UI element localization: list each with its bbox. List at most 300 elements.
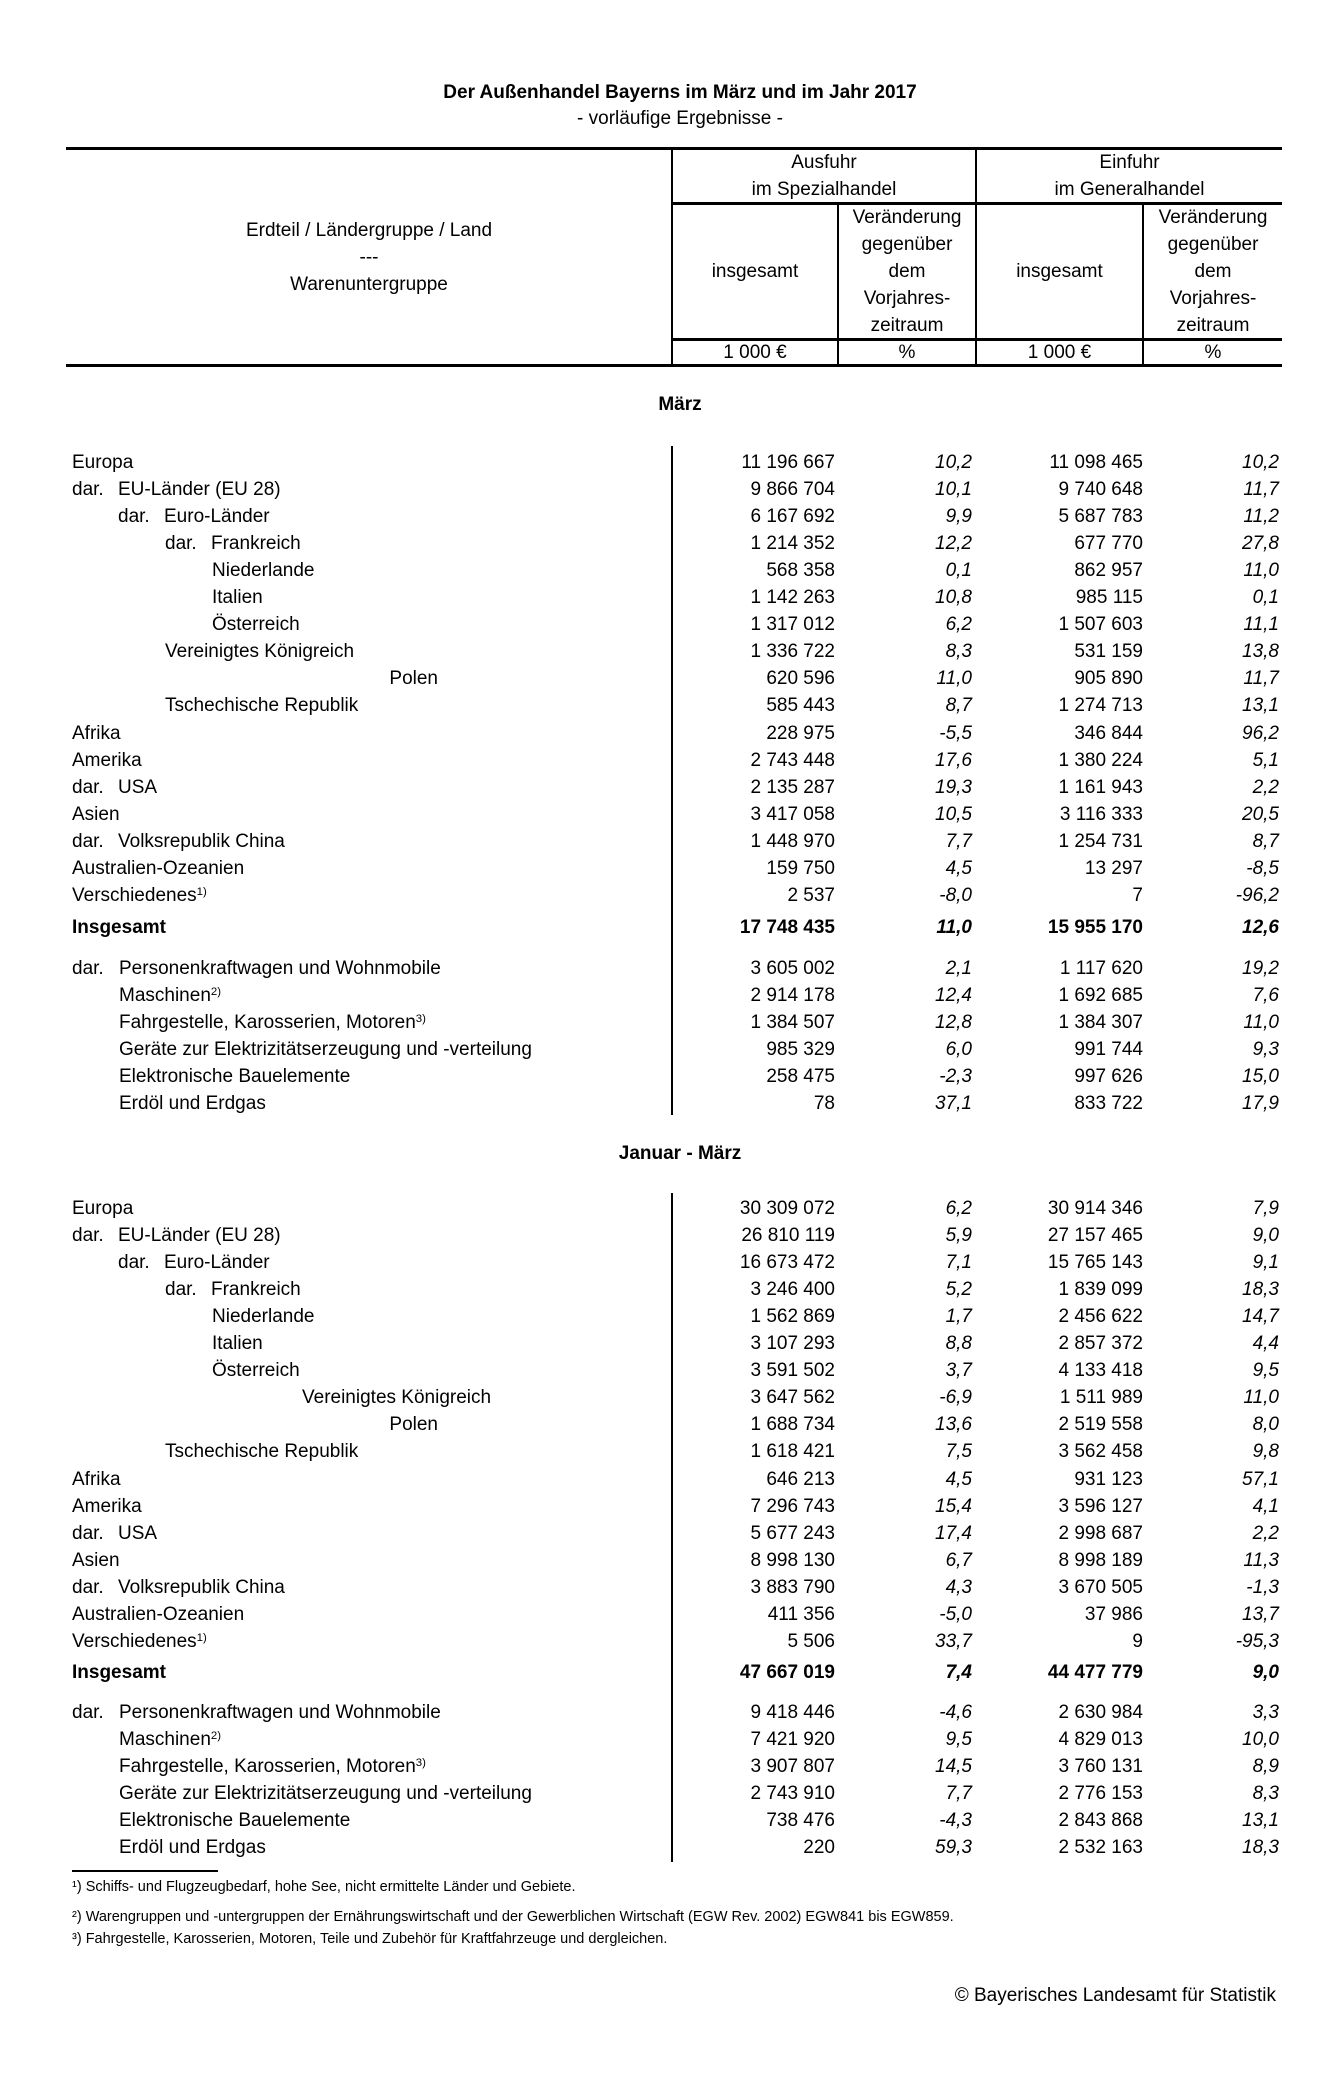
export-change: 9,5 xyxy=(945,1728,972,1750)
row-label-text: Erdöl und Erdgas xyxy=(119,1093,266,1114)
table-row xyxy=(0,449,1338,476)
import-value: 1 692 685 xyxy=(1058,984,1143,1006)
export-value: 159 750 xyxy=(766,858,835,879)
document-title: Der Außenhandel Bayerns im März und im Jahr 2017 xyxy=(443,82,917,103)
import-value: 997 626 xyxy=(1074,1065,1143,1087)
row-label xyxy=(389,1411,438,1438)
header-bottom-border xyxy=(66,364,1282,367)
export-value: 3 591 502 xyxy=(750,1360,835,1382)
import-change: 11,7 xyxy=(1243,668,1279,690)
export-value: 646 213 xyxy=(766,1468,835,1490)
table-row xyxy=(0,1493,1338,1520)
import-change: 18,3 xyxy=(1242,1837,1279,1858)
export-value: 9 866 704 xyxy=(750,478,835,500)
export-value: 47 667 019 xyxy=(739,1661,835,1683)
import-value: 2 532 163 xyxy=(1058,1837,1143,1858)
export-change: -2,3 xyxy=(939,1065,972,1087)
row-label xyxy=(72,1195,133,1222)
row-label-text: Österreich xyxy=(212,614,300,636)
row-label-text: Geräte zur Elektrizitätserzeugung und -verteilung xyxy=(119,1038,532,1060)
row-label xyxy=(212,1330,263,1357)
import-value: 3 596 127 xyxy=(1058,1495,1143,1517)
header-row-label-line1: Erdteil / Ländergruppe / Land xyxy=(245,219,493,241)
table-row xyxy=(0,1466,1338,1493)
export-value: 3 417 058 xyxy=(750,803,835,825)
export-change: 10,2 xyxy=(935,451,972,473)
export-change: 17,6 xyxy=(935,749,972,771)
row-label-text: Volksrepublik China xyxy=(118,830,285,852)
import-value: 1 839 099 xyxy=(1058,1278,1143,1300)
export-change: 12,2 xyxy=(935,532,972,554)
footnote-ref: 2) xyxy=(210,985,222,998)
export-value: 3 605 002 xyxy=(750,957,835,979)
export-value: 3 107 293 xyxy=(750,1333,835,1354)
export-change: 19,3 xyxy=(935,776,972,798)
import-change: 15,0 xyxy=(1242,1065,1279,1087)
unit-export-percent: % xyxy=(898,341,916,363)
row-prefix: dar. xyxy=(72,957,104,979)
import-value: 1 507 603 xyxy=(1058,614,1143,636)
footnote-2 xyxy=(72,1909,954,1925)
export-value: 5 677 243 xyxy=(750,1522,835,1544)
row-label-text: Polen xyxy=(389,668,438,690)
import-change: 10,2 xyxy=(1242,451,1279,473)
export-value: 16 673 472 xyxy=(739,1251,835,1273)
export-value: 3 647 562 xyxy=(750,1387,835,1409)
export-change: 4,5 xyxy=(945,1468,972,1490)
footnote-ref: 3) xyxy=(415,1756,426,1769)
goods-row xyxy=(0,1780,1338,1807)
row-label xyxy=(72,1466,121,1493)
export-change: 7,1 xyxy=(945,1251,972,1273)
export-value: 11 196 667 xyxy=(741,451,835,473)
export-change: 7,5 xyxy=(945,1441,972,1463)
export-value: 220 xyxy=(803,1837,835,1858)
export-value: 2 914 178 xyxy=(750,984,835,1006)
row-prefix: dar. xyxy=(72,1522,104,1544)
row-label-text: Tschechische Republik xyxy=(165,1441,359,1463)
table-row xyxy=(0,1330,1338,1357)
export-value: 9 418 446 xyxy=(750,1701,835,1723)
import-value: 3 760 131 xyxy=(1058,1755,1143,1777)
export-value: 1 384 507 xyxy=(750,1011,835,1033)
table-row xyxy=(0,855,1338,882)
import-value: 2 843 868 xyxy=(1058,1809,1143,1831)
export-value: 1 448 970 xyxy=(750,830,835,852)
import-change: -8,5 xyxy=(1246,858,1279,879)
export-change: 2,1 xyxy=(945,957,972,979)
footnote-ref: 2) xyxy=(210,1729,222,1742)
footnote-mark: ³) xyxy=(72,1931,82,1947)
export-change: 4,3 xyxy=(945,1576,972,1598)
row-label-text: Personenkraftwagen und Wohnmobile xyxy=(119,1701,441,1723)
table-row xyxy=(0,476,1338,503)
export-change: 6,7 xyxy=(945,1549,972,1571)
row-label xyxy=(165,1438,358,1465)
export-change: 11,0 xyxy=(936,916,972,938)
import-change: 2,2 xyxy=(1252,776,1279,798)
unit-import-value: 1 000 € xyxy=(1027,341,1092,363)
goods-row xyxy=(0,982,1338,1009)
export-change: 10,8 xyxy=(935,587,972,608)
import-value: 677 770 xyxy=(1074,532,1143,554)
goods-row xyxy=(0,1036,1338,1063)
table-row xyxy=(0,1357,1338,1384)
import-value: 9 xyxy=(1132,1631,1143,1653)
row-label-text: Vereinigtes Königreich xyxy=(165,641,355,663)
import-value: 1 274 713 xyxy=(1058,695,1143,717)
total-label: Insgesamt xyxy=(72,916,166,938)
row-label xyxy=(164,503,270,530)
table-row xyxy=(0,1438,1338,1465)
import-change: 9,8 xyxy=(1252,1441,1279,1463)
row-label xyxy=(119,1090,266,1117)
import-value: 7 xyxy=(1132,885,1143,907)
row-label-text: Elektronische Bauelemente xyxy=(119,1809,351,1831)
export-value: 411 356 xyxy=(767,1604,835,1625)
row-label xyxy=(212,1303,314,1330)
row-label-text: Tschechische Republik xyxy=(165,695,359,717)
row-label-text: USA xyxy=(118,776,158,798)
import-change: 0,1 xyxy=(1252,587,1279,608)
row-label-text: Österreich xyxy=(212,1360,300,1382)
row-label xyxy=(164,1249,270,1276)
section-heading: Januar - März xyxy=(618,1143,742,1164)
row-label-text: Italien xyxy=(212,1333,263,1354)
footnote-rule xyxy=(72,1870,218,1872)
import-change: 11,1 xyxy=(1243,614,1279,636)
row-prefix: dar. xyxy=(165,532,197,554)
document-subtitle: - vorläufige Ergebnisse - xyxy=(577,108,783,129)
import-value: 5 687 783 xyxy=(1058,505,1143,527)
import-value: 2 857 372 xyxy=(1058,1333,1143,1354)
export-value: 1 336 722 xyxy=(750,641,835,663)
row-prefix: dar. xyxy=(118,505,150,527)
header-change-line: dem xyxy=(1194,261,1232,282)
import-change: 9,0 xyxy=(1252,1661,1279,1683)
export-change: 7,7 xyxy=(945,830,972,852)
row-label xyxy=(211,1276,301,1303)
table-row xyxy=(0,584,1338,611)
export-change: 33,7 xyxy=(935,1631,972,1653)
export-change: 12,4 xyxy=(935,984,972,1006)
header-change-line: zeitraum xyxy=(1176,315,1250,336)
row-label-text: Geräte zur Elektrizitätserzeugung und -verteilung xyxy=(119,1782,532,1804)
header-export-line1: Ausfuhr xyxy=(791,152,857,173)
table-row xyxy=(0,611,1338,638)
import-value: 13 297 xyxy=(1084,858,1143,879)
footnote-text: Warengruppen und -untergruppen der Ernährungswirtschaft und der Gewerblichen Wirtschaft (EGW Rev. 2002) EGW841 bis EGW859. xyxy=(81,1909,954,1925)
export-change: -4,6 xyxy=(939,1701,972,1723)
row-label-text: Amerika xyxy=(72,1495,142,1517)
export-change: -5,5 xyxy=(939,722,972,744)
table-row xyxy=(0,557,1338,584)
total-row xyxy=(0,1659,1338,1686)
header-import-line1: Einfuhr xyxy=(1099,152,1160,173)
import-value: 15 765 143 xyxy=(1047,1251,1143,1273)
export-change: 8,3 xyxy=(945,641,972,663)
import-value: 2 998 687 xyxy=(1058,1522,1143,1544)
header-row-label xyxy=(66,150,672,364)
header-change-line: zeitraum xyxy=(870,315,944,336)
table-row xyxy=(0,828,1338,855)
row-label-text: Euro-Länder xyxy=(164,505,270,527)
row-label-text: Australien-Ozeanien xyxy=(72,1604,245,1625)
table-row xyxy=(0,1249,1338,1276)
import-value: 833 722 xyxy=(1074,1093,1143,1114)
table-row xyxy=(0,774,1338,801)
export-value: 8 998 130 xyxy=(750,1549,835,1571)
goods-row xyxy=(0,1090,1338,1117)
export-change: -6,9 xyxy=(939,1387,972,1409)
table-row xyxy=(0,665,1338,692)
export-value: 26 810 119 xyxy=(741,1224,835,1246)
import-value: 9 740 648 xyxy=(1058,478,1143,500)
import-value: 11 098 465 xyxy=(1049,451,1143,473)
row-label xyxy=(118,1574,285,1601)
row-label xyxy=(72,1628,207,1655)
table-row xyxy=(0,503,1338,530)
goods-row xyxy=(0,1699,1338,1726)
export-change: 5,2 xyxy=(945,1278,972,1300)
export-change: 1,7 xyxy=(945,1305,972,1327)
row-label-text: EU-Länder (EU 28) xyxy=(118,478,281,500)
import-value: 985 115 xyxy=(1075,587,1143,608)
table-row xyxy=(0,1520,1338,1547)
export-change: 6,2 xyxy=(945,614,972,636)
export-value: 1 317 012 xyxy=(750,614,835,636)
export-change: 9,9 xyxy=(945,505,972,527)
row-label xyxy=(119,1063,350,1090)
import-change: -96,2 xyxy=(1235,885,1279,907)
row-label-text: EU-Länder (EU 28) xyxy=(118,1224,281,1246)
row-label-text: Europa xyxy=(72,1197,134,1219)
row-label-text: Erdöl und Erdgas xyxy=(119,1837,266,1858)
export-change: -8,0 xyxy=(939,885,972,907)
import-value: 4 829 013 xyxy=(1058,1728,1143,1750)
row-label xyxy=(119,1834,266,1861)
row-label xyxy=(72,882,207,909)
goods-row xyxy=(0,1807,1338,1834)
import-value: 1 380 224 xyxy=(1058,749,1143,771)
export-value: 258 475 xyxy=(766,1065,835,1087)
import-change: 27,8 xyxy=(1242,532,1279,554)
import-change: 8,9 xyxy=(1252,1755,1279,1777)
unit-import-percent: % xyxy=(1204,341,1222,363)
import-value: 1 254 731 xyxy=(1058,830,1143,852)
table-row xyxy=(0,1276,1338,1303)
table-row xyxy=(0,1411,1338,1438)
footnote-ref: 3) xyxy=(415,1012,426,1025)
row-label-text: Frankreich xyxy=(211,1278,301,1300)
import-change: 18,3 xyxy=(1242,1278,1279,1300)
header-import-line2: im Generalhandel xyxy=(1054,179,1205,200)
export-value: 30 309 072 xyxy=(739,1197,835,1219)
row-label xyxy=(119,1009,426,1036)
row-label-text: USA xyxy=(118,1522,158,1544)
import-value: 3 670 505 xyxy=(1058,1576,1143,1598)
row-label-text: Vereinigtes Königreich xyxy=(302,1387,492,1409)
footnote-text: Fahrgestelle, Karosserien, Motoren, Teile und Zubehör für Kraftfahrzeuge und dergleichen. xyxy=(81,1931,668,1947)
export-value: 228 975 xyxy=(766,722,835,744)
export-value: 7 296 743 xyxy=(750,1495,835,1517)
export-change: 8,8 xyxy=(945,1333,972,1354)
row-label-text: Elektronische Bauelemente xyxy=(119,1065,351,1087)
export-value: 1 142 263 xyxy=(750,587,835,608)
import-change: 11,3 xyxy=(1243,1549,1279,1571)
row-label xyxy=(212,557,314,584)
export-value: 3 246 400 xyxy=(750,1278,835,1300)
table-row xyxy=(0,638,1338,665)
import-change: 17,9 xyxy=(1242,1093,1279,1114)
import-change: 13,1 xyxy=(1242,695,1279,717)
row-label xyxy=(118,828,285,855)
export-change: -5,0 xyxy=(939,1604,972,1625)
row-label-text: Verschiedenes xyxy=(72,1631,197,1653)
import-change: 9,3 xyxy=(1252,1038,1279,1060)
footnote-mark: ²) xyxy=(72,1909,82,1925)
row-label-text: Fahrgestelle, Karosserien, Motoren xyxy=(119,1755,416,1777)
row-label xyxy=(72,801,120,828)
import-value: 3 116 333 xyxy=(1059,803,1143,825)
total-row xyxy=(0,914,1338,941)
goods-row xyxy=(0,1726,1338,1753)
export-change: 5,9 xyxy=(945,1224,972,1246)
export-change: 11,0 xyxy=(936,668,972,690)
export-value: 6 167 692 xyxy=(750,505,835,527)
row-prefix: dar. xyxy=(118,1251,150,1273)
import-value: 2 630 984 xyxy=(1058,1701,1143,1723)
row-label-text: Fahrgestelle, Karosserien, Motoren xyxy=(119,1011,416,1033)
import-change: 19,2 xyxy=(1242,957,1279,979)
import-change: 9,0 xyxy=(1252,1224,1279,1246)
import-change: 8,3 xyxy=(1252,1782,1279,1804)
footnote-3 xyxy=(72,1931,667,1947)
export-value: 2 743 910 xyxy=(750,1782,835,1804)
export-change: 17,4 xyxy=(935,1522,972,1544)
import-change: 2,2 xyxy=(1252,1522,1279,1544)
row-prefix: dar. xyxy=(72,830,104,852)
import-value: 2 519 558 xyxy=(1058,1414,1143,1436)
import-change: 13,1 xyxy=(1242,1809,1279,1831)
row-label xyxy=(72,449,133,476)
export-value: 1 688 734 xyxy=(750,1414,835,1436)
row-label-text: Niederlande xyxy=(212,559,315,581)
row-label xyxy=(119,1753,426,1780)
table-row xyxy=(0,1574,1338,1601)
import-value: 4 133 418 xyxy=(1058,1360,1143,1382)
export-value: 738 476 xyxy=(766,1809,835,1831)
export-change: 15,4 xyxy=(935,1495,972,1517)
export-value: 2 743 448 xyxy=(750,749,835,771)
import-change: 9,1 xyxy=(1252,1251,1279,1273)
import-change: 4,4 xyxy=(1252,1333,1279,1354)
import-value: 905 890 xyxy=(1074,668,1143,690)
row-label-text: Volksrepublik China xyxy=(118,1576,285,1598)
import-value: 531 159 xyxy=(1074,641,1143,663)
table-row xyxy=(0,530,1338,557)
row-label xyxy=(389,665,438,692)
import-value: 862 957 xyxy=(1074,559,1143,581)
import-value: 1 161 943 xyxy=(1058,776,1143,798)
import-change: 11,7 xyxy=(1243,478,1279,500)
row-label xyxy=(212,1357,300,1384)
export-change: 10,1 xyxy=(935,478,972,500)
row-label-text: Euro-Länder xyxy=(164,1251,270,1273)
header-export-change xyxy=(839,205,975,338)
import-change: 5,1 xyxy=(1252,749,1279,771)
export-change: 3,7 xyxy=(945,1360,972,1382)
header-export-line2: im Spezialhandel xyxy=(751,179,897,200)
row-label xyxy=(118,476,281,503)
import-value: 2 456 622 xyxy=(1058,1305,1143,1327)
footnote-mark: ¹) xyxy=(72,1879,82,1895)
export-value: 3 907 807 xyxy=(750,1755,835,1777)
row-label-text: Verschiedenes xyxy=(72,885,197,907)
import-change: 7,6 xyxy=(1252,984,1279,1006)
row-label xyxy=(72,1547,120,1574)
export-change: 4,5 xyxy=(945,858,972,879)
export-value: 2 537 xyxy=(787,885,835,907)
export-change: 7,7 xyxy=(945,1782,972,1804)
import-value: 931 123 xyxy=(1074,1468,1143,1490)
export-change: 6,0 xyxy=(945,1038,972,1060)
import-value: 1 511 989 xyxy=(1059,1387,1143,1409)
row-label xyxy=(212,611,300,638)
row-label xyxy=(165,638,354,665)
table-row xyxy=(0,1195,1338,1222)
row-label xyxy=(72,1601,244,1628)
header-row-label-line3: Warenuntergruppe xyxy=(290,273,448,295)
import-value: 27 157 465 xyxy=(1047,1224,1143,1246)
row-label xyxy=(72,720,121,747)
import-value: 1 384 307 xyxy=(1058,1011,1143,1033)
row-label xyxy=(165,692,358,719)
import-value: 44 477 779 xyxy=(1047,1661,1143,1683)
export-change: 8,7 xyxy=(945,695,972,717)
export-change: 13,6 xyxy=(935,1414,972,1436)
row-label xyxy=(118,1222,281,1249)
header-import-group xyxy=(977,149,1282,203)
export-change: 12,8 xyxy=(935,1011,972,1033)
import-value: 1 117 620 xyxy=(1059,957,1143,979)
row-label xyxy=(119,1780,532,1807)
import-change: 7,9 xyxy=(1252,1197,1279,1219)
row-label xyxy=(119,982,221,1009)
import-value: 2 776 153 xyxy=(1058,1782,1143,1804)
row-label-text: Afrika xyxy=(72,1468,121,1490)
row-label-text: Europa xyxy=(72,451,134,473)
table-row xyxy=(0,720,1338,747)
import-change: -95,3 xyxy=(1235,1631,1279,1653)
import-value: 991 744 xyxy=(1074,1038,1143,1060)
export-value: 1 214 352 xyxy=(750,532,835,554)
export-change: 14,5 xyxy=(935,1755,972,1777)
row-prefix: dar. xyxy=(72,1701,104,1723)
footnote-ref: 1) xyxy=(196,1632,207,1645)
header-export-group xyxy=(673,149,975,203)
table-row xyxy=(0,1628,1338,1655)
row-label xyxy=(119,955,441,982)
import-change: 57,1 xyxy=(1242,1468,1279,1490)
export-value: 985 329 xyxy=(766,1038,835,1060)
export-change: 37,1 xyxy=(935,1093,972,1114)
row-label-text: Polen xyxy=(389,1414,438,1436)
row-label xyxy=(119,1807,350,1834)
row-label xyxy=(119,1699,441,1726)
copyright: © Bayerisches Landesamt für Statistik xyxy=(954,1985,1276,2006)
unit-export-value: 1 000 € xyxy=(723,341,787,363)
